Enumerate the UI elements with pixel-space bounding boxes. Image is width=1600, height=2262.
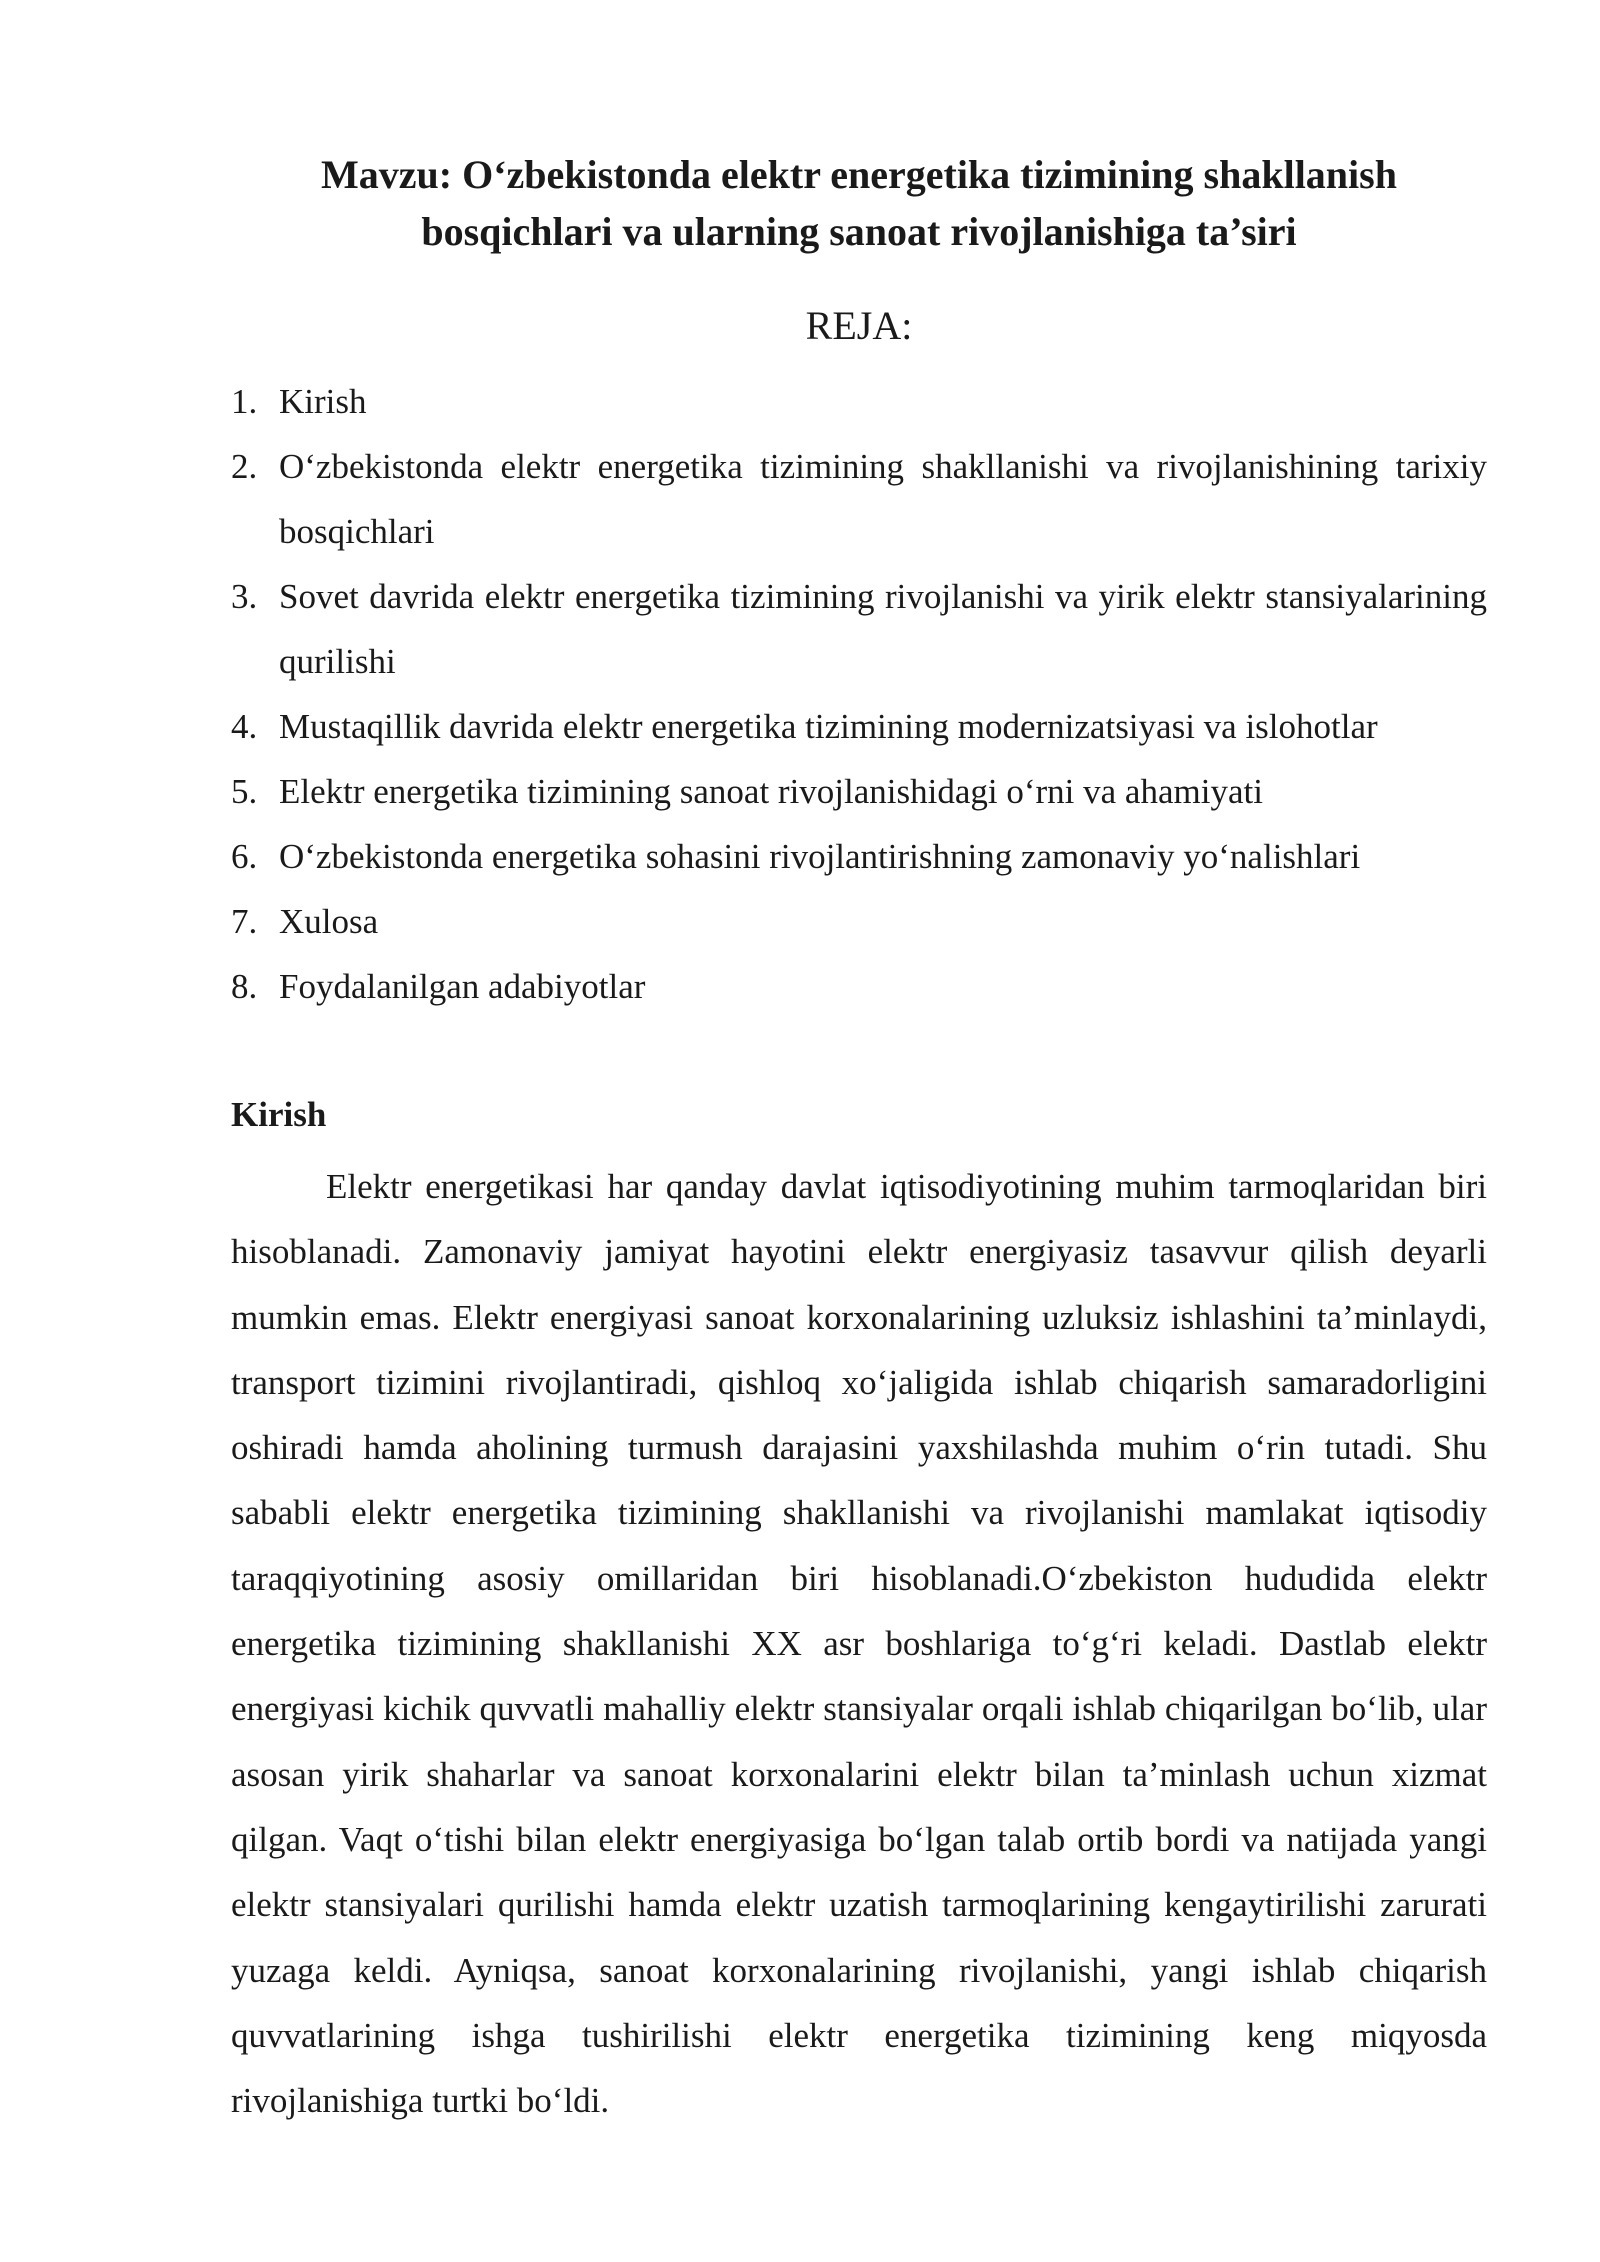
- plan-item: [231, 434, 1487, 564]
- plan-item-text: Kirish: [279, 382, 367, 421]
- introduction-paragraph: Elektr energetikasi har qanday davlat iqtisodiyotining muhim tarmoqlaridan biri hisoblanadi. Zamonaviy jamiyat hayotini elektr energiyasiz tasavvur qilish deyarli mumkin emas. Elektr energiyasi sanoat korxonalarining uzluksiz ishlashini ta’minlaydi, transport tizimini rivojlantiradi, qishloq xo‘jaligida ishlab chiqarish samaradorligini oshiradi hamda aholining turmush darajasini yaxshilashda muhim o‘rin tutadi. Shu sababli elektr energetika tizimining shakllanishi va rivojlanishi mamlakat iqtisodiy taraqqiyotining asosiy omillaridan biri hisoblanadi.O‘zbekiston hududida elektr energetika tizimining shakllanishi XX asr boshlariga to‘g‘ri keladi. Dastlab elektr energiyasi kichik quvvatli mahalliy elektr stansiyalar orqali ishlab chiqarilgan bo‘lib, ular asosan yirik shaharlar va sanoat korxonalarini elektr bilan ta’minlash uchun xizmat qilgan. Vaqt o‘tishi bilan elektr energiyasiga bo‘lgan talab ortib bordi va natijada yangi elektr stansiyalari qurilishi hamda elektr uzatish tarmoqlarining kengaytirilishi zarurati yuzaga keldi. Ayniqsa, sanoat korxonalarining rivojlanishi, yangi ishlab chiqarish quvvatlarining ishga tushirilishi elektr energetika tizimining keng miqyosda rivojlanishiga turtki bo‘ldi.: [231, 1167, 1487, 2121]
- plan-item-text: O‘zbekistonda elektr energetika tizimining shakllanishi va rivojlanishining tarixiy bosqichlari: [279, 447, 1487, 551]
- plan-item: [231, 954, 1487, 1019]
- plan-item-text: O‘zbekistonda energetika sohasini rivojlantirishning zamonaviy yo‘nalishlari: [279, 837, 1361, 876]
- plan-item-number: 5.: [231, 772, 258, 811]
- plan-item-text: Sovet davrida elektr energetika tizimining rivojlanishi va yirik elektr stansiyalarining qurilishi: [279, 577, 1487, 681]
- plan-item-text: Xulosa: [279, 902, 379, 941]
- plan-item-number: 6.: [231, 837, 258, 876]
- plan-item: [231, 759, 1487, 824]
- plan-item-number: 7.: [231, 902, 258, 941]
- page-title-line-1: Mavzu: O‘zbekistonda elektr energetika tizimining shakllanish: [321, 152, 1397, 197]
- plan-item: [231, 694, 1487, 759]
- page-title: [231, 146, 1487, 260]
- plan-item: [231, 824, 1487, 889]
- section-heading-introduction: Kirish: [231, 1095, 327, 1134]
- plan-item-text: Elektr energetika tizimining sanoat rivojlanishidagi o‘rni va ahamiyati: [279, 772, 1263, 811]
- plan-item-number: 1.: [231, 382, 258, 421]
- plan-item: [231, 889, 1487, 954]
- plan-item-number: 2.: [231, 447, 258, 486]
- plan-item-text: Mustaqillik davrida elektr energetika tizimining modernizatsiyasi va islohotlar: [279, 707, 1378, 746]
- plan-item: [231, 564, 1487, 694]
- plan-item-number: 8.: [231, 967, 258, 1006]
- plan-item: [231, 369, 1487, 434]
- plan-item-number: 3.: [231, 577, 258, 616]
- plan-list: [231, 369, 1487, 1019]
- plan-heading: REJA:: [805, 303, 913, 348]
- plan-item-text: Foydalanilgan adabiyotlar: [279, 967, 646, 1006]
- page-title-line-2: bosqichlari va ularning sanoat rivojlanishiga ta’siri: [421, 209, 1297, 254]
- plan-item-number: 4.: [231, 707, 258, 746]
